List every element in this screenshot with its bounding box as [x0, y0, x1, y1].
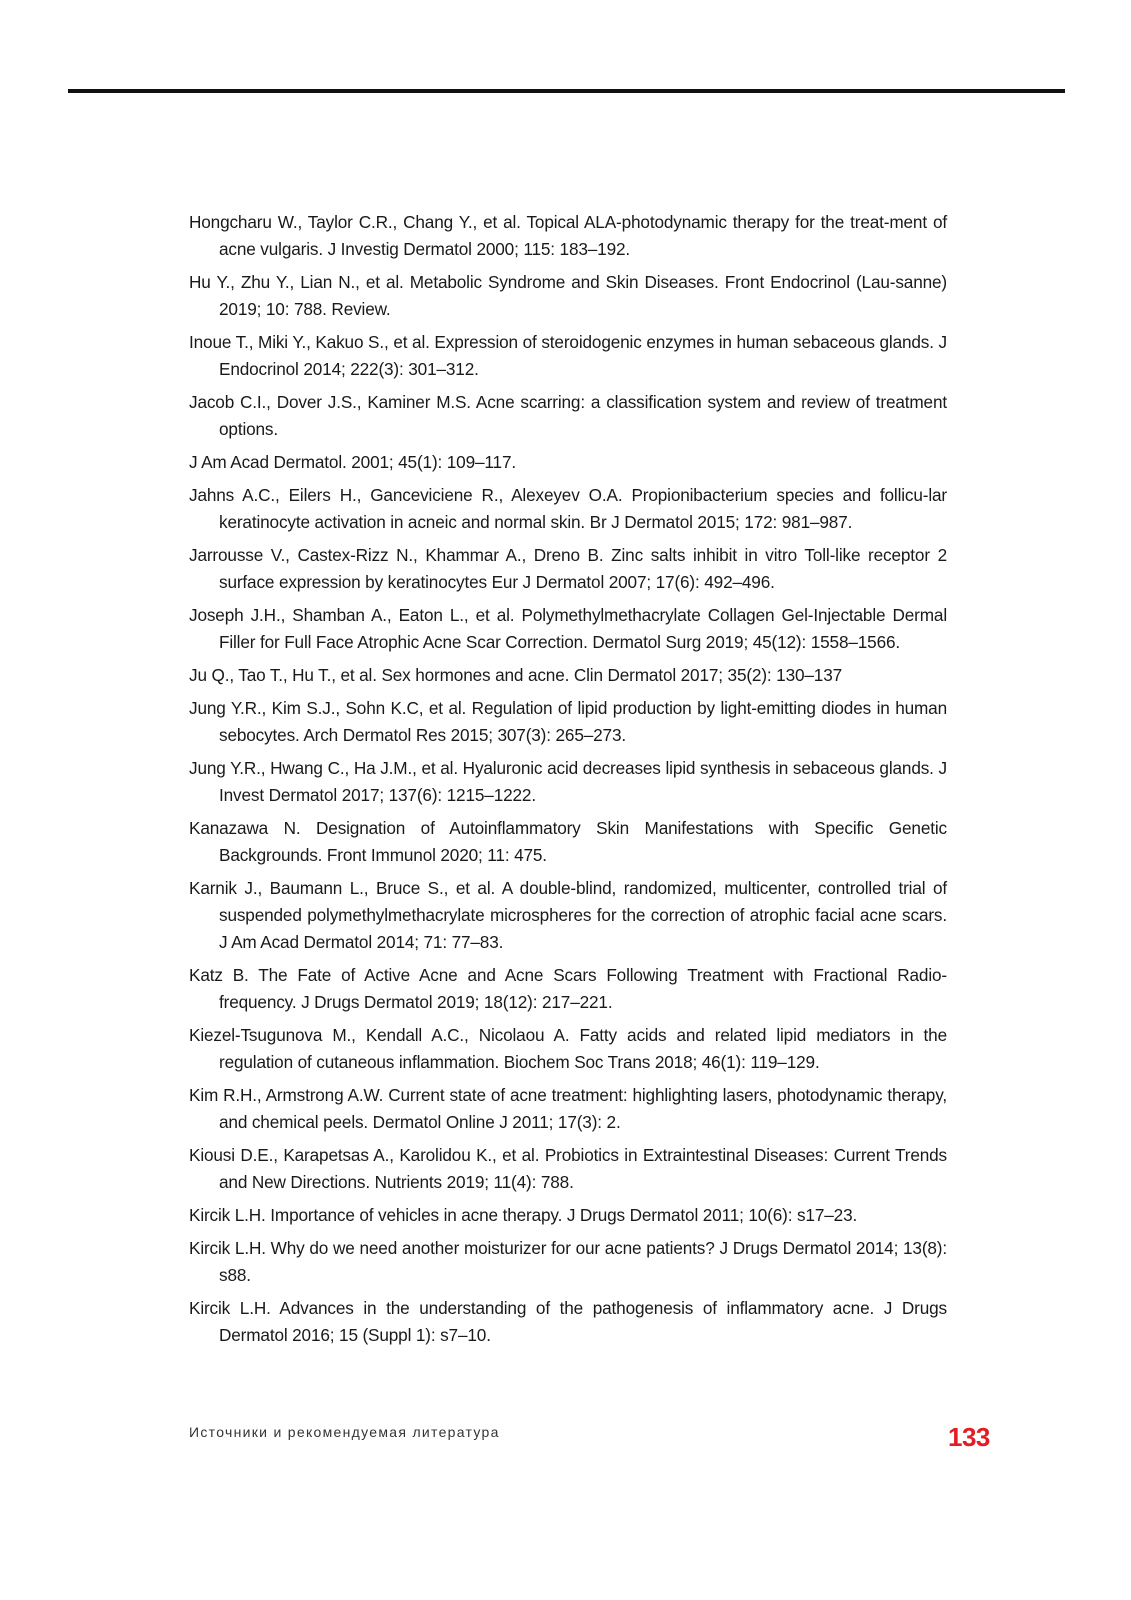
reference-item: Hongcharu W., Taylor C.R., Chang Y., et al. Topical ALA-photodynamic therapy for the treat-ment of acne vulgaris. J Investig Dermatol 2000; 115: 183–192.: [189, 212, 947, 259]
reference-item: Hu Y., Zhu Y., Lian N., et al. Metabolic Syndrome and Skin Diseases. Front Endocrinol (Lau-sanne) 2019; 10: 788. Review.: [189, 272, 947, 319]
reference-item: Kim R.H., Armstrong A.W. Current state of acne treatment: highlighting lasers, photodynamic therapy, and chemical peels. Dermatol Online J 2011; 17(3): 2.: [189, 1085, 947, 1132]
reference-item: Katz B. The Fate of Active Acne and Acne Scars Following Treatment with Fractional Radio-frequency. J Drugs Dermatol 2019; 18(12): 217–221.: [189, 965, 947, 1012]
reference-item: Karnik J., Baumann L., Bruce S., et al. A double-blind, randomized, multicenter, controlled trial of suspended polymethylmethacrylate microspheres for the correction of atrophic facial acne scars. J Am Acad Dermatol 2014; 71: 77–83.: [189, 878, 947, 952]
reference-item: Jahns A.C., Eilers H., Ganceviciene R., Alexeyev O.A. Propionibacterium species and follicu-lar keratinocyte activation in acneic and normal skin. Br J Dermatol 2015; 172: 981–987.: [189, 485, 947, 532]
reference-item: Jarrousse V., Castex-Rizz N., Khammar A., Dreno B. Zinc salts inhibit in vitro Toll-like receptor 2 surface expression by keratinocytes Eur J Dermatol 2007; 17(6): 492–496.: [189, 545, 947, 592]
reference-item: Inoue T., Miki Y., Kakuo S., et al. Expression of steroidogenic enzymes in human sebaceous glands. J Endocrinol 2014; 222(3): 301–312.: [189, 332, 947, 379]
reference-list: [189, 209, 947, 1355]
footer-section-title: Источники и рекомендуемая литература: [189, 1424, 500, 1440]
reference-item: Ju Q., Tao T., Hu T., et al. Sex hormones and acne. Clin Dermatol 2017; 35(2): 130–137: [189, 665, 843, 685]
reference-item: Kiousi D.E., Karapetsas A., Karolidou K., et al. Probiotics in Extraintestinal Diseases: Current Trends and New Directions. Nutrients 2019; 11(4): 788.: [189, 1145, 947, 1192]
top-rule: [68, 89, 1065, 93]
reference-item: J Am Acad Dermatol. 2001; 45(1): 109–117.: [189, 452, 516, 472]
reference-item: Jacob C.I., Dover J.S., Kaminer M.S. Acne scarring: a classification system and review of treatment options.: [189, 392, 947, 439]
reference-item: Kanazawa N. Designation of Autoinflammatory Skin Manifestations with Specific Genetic Backgrounds. Front Immunol 2020; 11: 475.: [189, 818, 947, 865]
reference-item: Jung Y.R., Hwang C., Ha J.M., et al. Hyaluronic acid decreases lipid synthesis in sebaceous glands. J Invest Dermatol 2017; 137(6): 1215–1222.: [189, 758, 947, 805]
reference-item: Jung Y.R., Kim S.J., Sohn K.C, et al. Regulation of lipid production by light-emitting diodes in human sebocytes. Arch Dermatol Res 2015; 307(3): 265–273.: [189, 698, 947, 745]
reference-item: Kircik L.H. Why do we need another moisturizer for our acne patients? J Drugs Dermatol 2014; 13(8): s88.: [189, 1238, 947, 1285]
reference-item: Joseph J.H., Shamban A., Eaton L., et al. Polymethylmethacrylate Collagen Gel-Injectable Dermal Filler for Full Face Atrophic Acne Scar Correction. Dermatol Surg 2019; 45(12): 1558–1566.: [189, 605, 947, 652]
reference-item: Kircik L.H. Importance of vehicles in acne therapy. J Drugs Dermatol 2011; 10(6): s17–23.: [189, 1205, 858, 1225]
page-number: 133: [948, 1422, 990, 1452]
reference-item: Kiezel-Tsugunova M., Kendall A.C., Nicolaou A. Fatty acids and related lipid mediators in the regulation of cutaneous inflammation. Biochem Soc Trans 2018; 46(1): 119–129.: [189, 1025, 947, 1072]
reference-item: Kircik L.H. Advances in the understanding of the pathogenesis of inflammatory acne. J Drugs Dermatol 2016; 15 (Suppl 1): s7–10.: [189, 1298, 947, 1345]
